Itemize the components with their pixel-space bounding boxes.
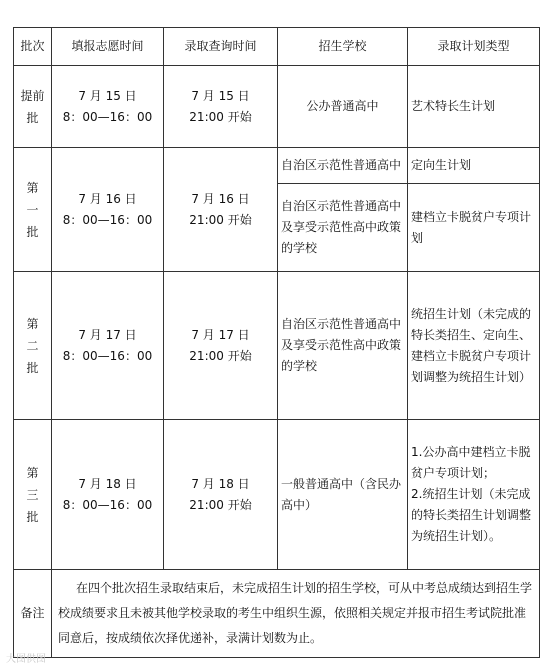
school-cell: 公办普通高中 [278,66,408,148]
batch-char: 二 [26,338,39,353]
query-hours: 21:00 开始 [189,109,252,124]
watermark: 大图供图 [6,654,46,665]
batch-cell-third [14,420,52,570]
school-cell: 自治区示范性普通高中及享受示范性高中政策的学校 [278,184,408,272]
plan-cell: 统招生计划（未完成的特长类招生、定向生、建档立卡脱贫户专项计划调整为统招生计划） [408,272,540,420]
school-cell: 自治区示范性普通高中及享受示范性高中政策的学校 [278,272,408,420]
table-row-first-a [14,148,540,184]
batch-char: 批 [26,110,39,125]
fill-date: 7 月 15 日 [78,88,137,103]
query-time-cell [164,148,278,272]
query-hours: 21:00 开始 [189,212,252,227]
query-time-cell [164,66,278,148]
note-text [52,570,540,658]
note-body: 在四个批次招生录取结束后，未完成招生计划的招生学校，可从中考总成绩达到招生学校成绩要求且未被其他学校录取的考生中组织生源，依照相关规定并报市招生考试院批准同意后，按成绩依次择优递补，录满计划数为止。 [58,581,533,645]
query-date: 7 月 18 日 [191,476,250,491]
plan-cell: 定向生计划 [408,148,540,184]
note-label: 备注 [14,570,52,658]
plan-cell [408,420,540,570]
batch-cell-second [14,272,52,420]
batch-char: 一 [26,202,39,217]
query-hours: 21:00 开始 [189,348,252,363]
batch-char: 第 [26,465,39,480]
batch-char: 第 [26,180,39,195]
header-school: 招生学校 [278,28,408,66]
plan-item: 1.公办高中建档立卡脱贫户专项计划； [411,445,531,480]
batch-cell-early [14,66,52,148]
header-fill-time: 填报志愿时间 [52,28,164,66]
admission-schedule-table [13,27,540,658]
table-row-second [14,272,540,420]
fill-hours: 8：00—16：00 [62,348,153,363]
fill-hours: 8：00—16：00 [62,212,153,227]
school-cell: 一般普通高中（含民办高中） [278,420,408,570]
fill-time-cell [52,272,164,420]
query-date: 7 月 17 日 [191,327,250,342]
fill-hours: 8：00—16：00 [62,497,153,512]
header-plan-type: 录取计划类型 [408,28,540,66]
batch-cell-first [14,148,52,272]
fill-time-cell [52,148,164,272]
table-row-early [14,66,540,148]
header-batch: 批次 [14,28,52,66]
fill-time-cell [52,66,164,148]
query-date: 7 月 16 日 [191,191,250,206]
header-query-time: 录取查询时间 [164,28,278,66]
plan-item: 2.统招生计划（未完成的特长类招生计划调整为统招生计划）。 [411,487,532,543]
batch-char: 三 [26,487,39,502]
plan-cell: 建档立卡脱贫户专项计划 [408,184,540,272]
batch-char: 提前 [20,88,45,103]
plan-cell: 艺术特长生计划 [408,66,540,148]
fill-hours: 8：00—16：00 [62,109,153,124]
query-time-cell [164,272,278,420]
fill-date: 7 月 16 日 [78,191,137,206]
query-date: 7 月 15 日 [191,88,250,103]
note-row [14,570,540,658]
batch-char: 第 [26,316,39,331]
query-time-cell [164,420,278,570]
fill-time-cell [52,420,164,570]
batch-char: 批 [26,224,39,239]
school-cell: 自治区示范性普通高中 [278,148,408,184]
fill-date: 7 月 17 日 [78,327,137,342]
query-hours: 21:00 开始 [189,497,252,512]
header-row [14,28,540,66]
fill-date: 7 月 18 日 [78,476,137,491]
batch-char: 批 [26,360,39,375]
table-row-third [14,420,540,570]
batch-char: 批 [26,509,39,524]
